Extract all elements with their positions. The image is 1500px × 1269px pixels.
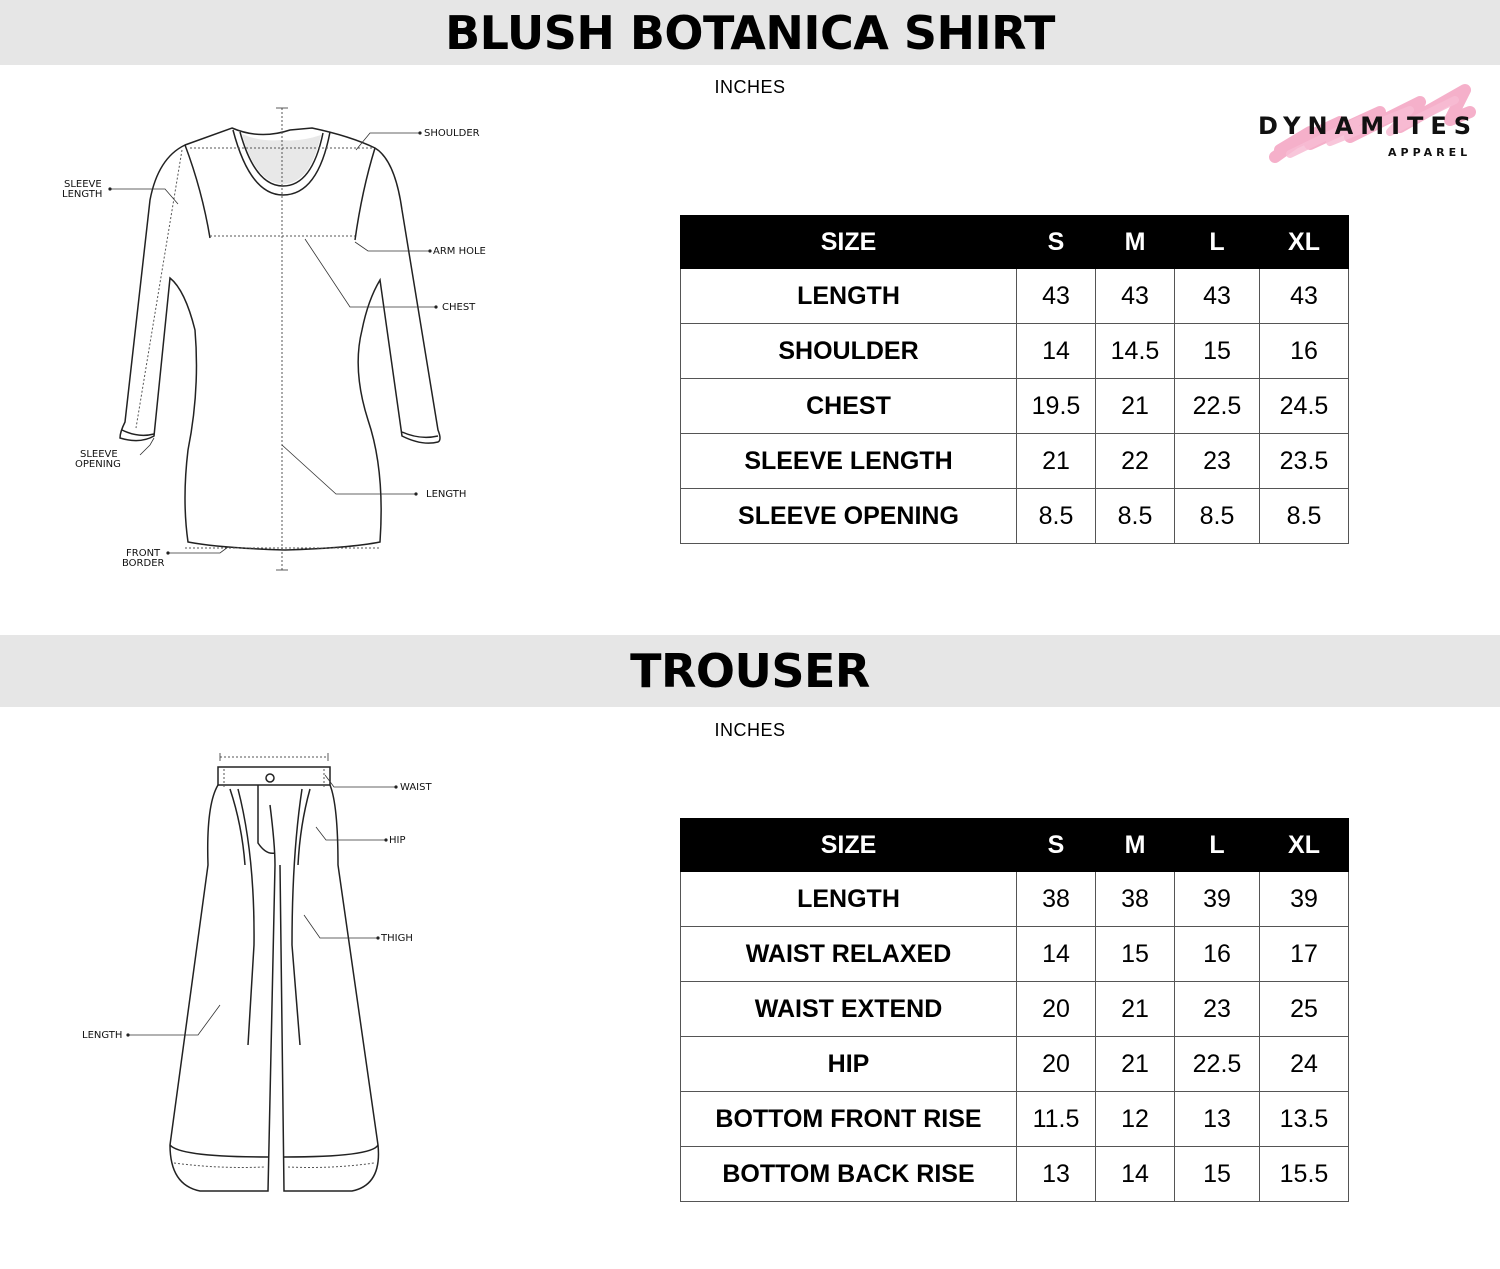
- logo-subtitle: APPAREL: [1388, 146, 1472, 159]
- callout-sleeve-length-2: LENGTH: [62, 189, 103, 200]
- shirt-size-table: [680, 215, 1349, 544]
- header-s: S: [1017, 819, 1096, 872]
- header-m: M: [1096, 216, 1175, 269]
- row-label: BOTTOM FRONT RISE: [681, 1092, 1017, 1147]
- header-xl: XL: [1260, 216, 1349, 269]
- callout-sleeve-opening-2: OPENING: [75, 459, 121, 470]
- cell-m: 21: [1096, 1037, 1175, 1092]
- cell-s: 14: [1017, 324, 1096, 379]
- callout-sleeve-length-1: SLEEVE: [64, 179, 102, 190]
- row-label: SLEEVE LENGTH: [681, 434, 1017, 489]
- callout-chest: CHEST: [442, 302, 476, 313]
- callout-length: LENGTH: [426, 489, 467, 500]
- callout-sleeve-opening-1: SLEEVE: [80, 449, 118, 460]
- cell-l: 15: [1175, 1147, 1260, 1202]
- header-size: SIZE: [681, 216, 1017, 269]
- callout-arm-hole: ARM HOLE: [433, 246, 486, 257]
- row-label: SLEEVE OPENING: [681, 489, 1017, 544]
- trouser-sketch: [70, 745, 450, 1205]
- table-header-row: [681, 819, 1349, 872]
- cell-s: 8.5: [1017, 489, 1096, 544]
- cell-s: 13: [1017, 1147, 1096, 1202]
- table-row: [681, 927, 1349, 982]
- callout-hip: HIP: [389, 835, 406, 846]
- cell-xl: 13.5: [1260, 1092, 1349, 1147]
- cell-l: 15: [1175, 324, 1260, 379]
- cell-m: 14.5: [1096, 324, 1175, 379]
- row-label: WAIST EXTEND: [681, 982, 1017, 1037]
- row-label: LENGTH: [681, 872, 1017, 927]
- cell-m: 21: [1096, 982, 1175, 1037]
- cell-xl: 8.5: [1260, 489, 1349, 544]
- cell-xl: 17: [1260, 927, 1349, 982]
- cell-xl: 43: [1260, 269, 1349, 324]
- trouser-size-table: [680, 818, 1349, 1202]
- cell-xl: 25: [1260, 982, 1349, 1037]
- row-label: LENGTH: [681, 269, 1017, 324]
- callout-thigh: THIGH: [381, 933, 413, 944]
- shirt-title-banner: [0, 0, 1500, 65]
- cell-m: 15: [1096, 927, 1175, 982]
- row-label: HIP: [681, 1037, 1017, 1092]
- callout-length: LENGTH: [82, 1030, 123, 1041]
- table-row: [681, 379, 1349, 434]
- row-label: WAIST RELAXED: [681, 927, 1017, 982]
- callout-front-border-1: FRONT: [126, 548, 161, 559]
- cell-xl: 23.5: [1260, 434, 1349, 489]
- cell-m: 12: [1096, 1092, 1175, 1147]
- table-row: [681, 1147, 1349, 1202]
- callout-shoulder: SHOULDER: [424, 128, 480, 139]
- cell-l: 22.5: [1175, 379, 1260, 434]
- cell-s: 11.5: [1017, 1092, 1096, 1147]
- table-row: [681, 1092, 1349, 1147]
- cell-l: 23: [1175, 434, 1260, 489]
- cell-xl: 16: [1260, 324, 1349, 379]
- shirt-sketch: [50, 100, 520, 580]
- cell-l: 13: [1175, 1092, 1260, 1147]
- header-size: SIZE: [681, 819, 1017, 872]
- cell-m: 21: [1096, 379, 1175, 434]
- row-label: SHOULDER: [681, 324, 1017, 379]
- header-l: L: [1175, 216, 1260, 269]
- cell-m: 8.5: [1096, 489, 1175, 544]
- callout-waist: WAIST: [400, 782, 432, 793]
- table-row: [681, 434, 1349, 489]
- cell-s: 14: [1017, 927, 1096, 982]
- table-row: [681, 872, 1349, 927]
- cell-xl: 15.5: [1260, 1147, 1349, 1202]
- cell-xl: 24.5: [1260, 379, 1349, 434]
- cell-m: 38: [1096, 872, 1175, 927]
- cell-l: 23: [1175, 982, 1260, 1037]
- row-label: CHEST: [681, 379, 1017, 434]
- shirt-title: BLUSH BOTANICA SHIRT: [445, 5, 1055, 60]
- cell-m: 14: [1096, 1147, 1175, 1202]
- header-l: L: [1175, 819, 1260, 872]
- table-row: [681, 982, 1349, 1037]
- cell-s: 20: [1017, 1037, 1096, 1092]
- header-s: S: [1017, 216, 1096, 269]
- trouser-units-label: INCHES: [714, 720, 786, 740]
- cell-s: 38: [1017, 872, 1096, 927]
- cell-l: 22.5: [1175, 1037, 1260, 1092]
- cell-xl: 24: [1260, 1037, 1349, 1092]
- cell-s: 19.5: [1017, 379, 1096, 434]
- cell-l: 16: [1175, 927, 1260, 982]
- trouser-title-banner: [0, 635, 1500, 707]
- table-row: [681, 324, 1349, 379]
- table-row: [681, 489, 1349, 544]
- brand-logo: [1250, 82, 1490, 172]
- cell-l: 39: [1175, 872, 1260, 927]
- cell-m: 43: [1096, 269, 1175, 324]
- logo-wordmark: DYNAMITES: [1258, 112, 1479, 140]
- cell-l: 43: [1175, 269, 1260, 324]
- row-label: BOTTOM BACK RISE: [681, 1147, 1017, 1202]
- callout-front-border-2: BORDER: [122, 558, 165, 569]
- cell-s: 43: [1017, 269, 1096, 324]
- cell-l: 8.5: [1175, 489, 1260, 544]
- header-xl: XL: [1260, 819, 1349, 872]
- trouser-title: TROUSER: [630, 644, 870, 698]
- header-m: M: [1096, 819, 1175, 872]
- table-row: [681, 1037, 1349, 1092]
- cell-s: 20: [1017, 982, 1096, 1037]
- shirt-units-label: INCHES: [714, 77, 786, 97]
- cell-xl: 39: [1260, 872, 1349, 927]
- table-row: [681, 269, 1349, 324]
- table-header-row: [681, 216, 1349, 269]
- cell-m: 22: [1096, 434, 1175, 489]
- cell-s: 21: [1017, 434, 1096, 489]
